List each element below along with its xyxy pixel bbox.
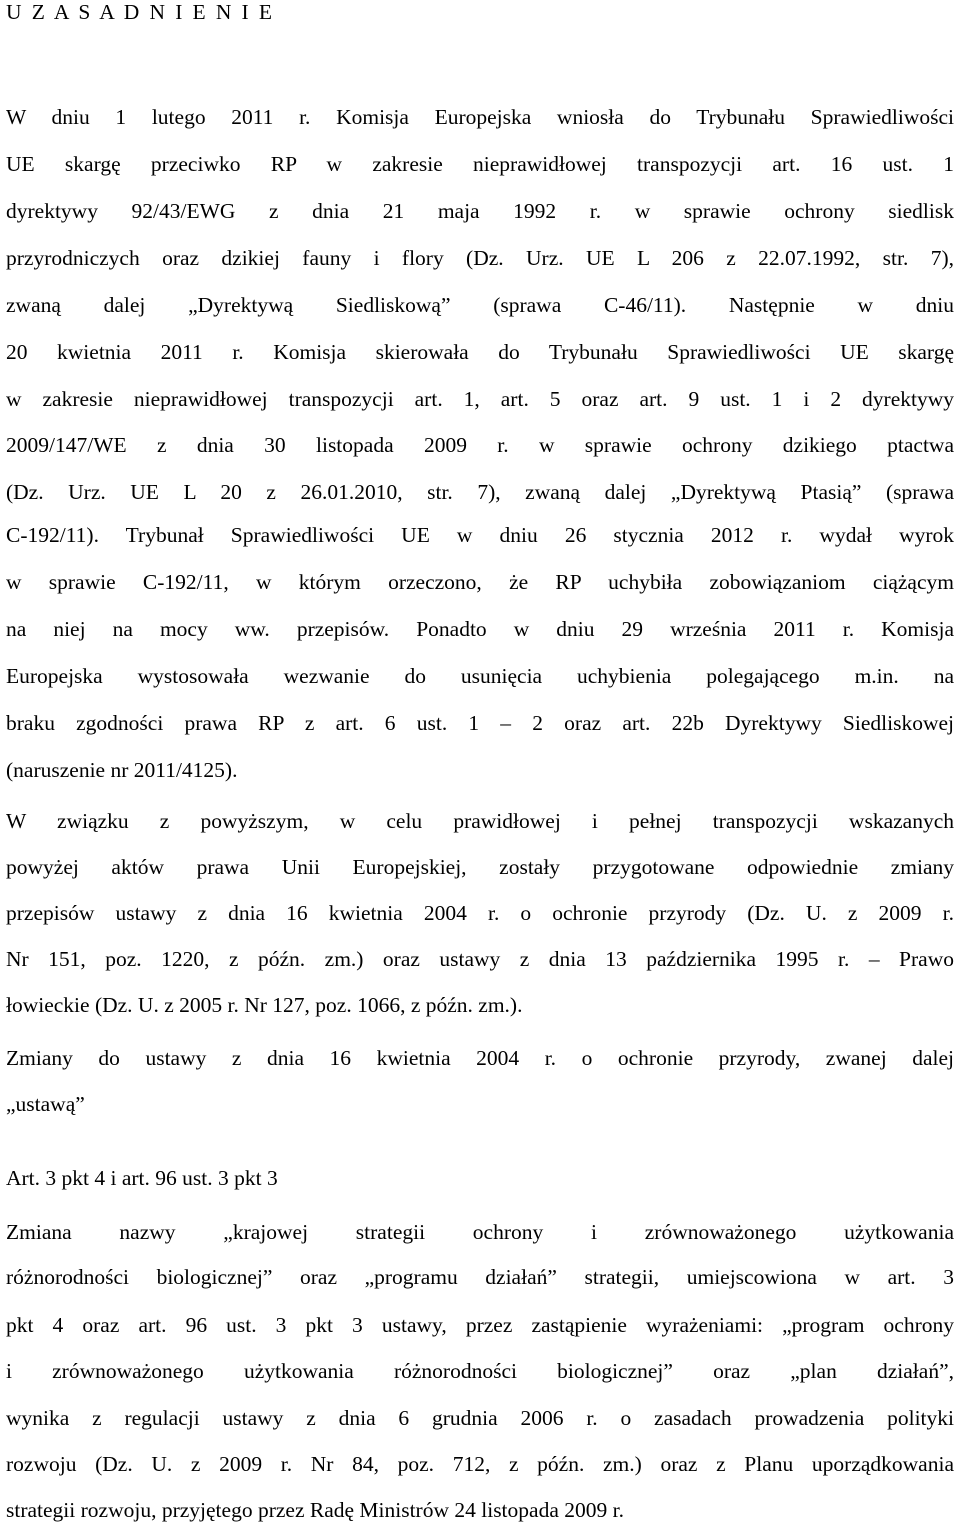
section-reference: Art. 3 pkt 4 i art. 96 ust. 3 pkt 3 — [6, 1166, 278, 1190]
paragraph-line: strategii rozwoju, przyjętego przez Radę Ministrów 24 listopada 2009 r. — [6, 1498, 624, 1522]
paragraph-line: (naruszenie nr 2011/4125). — [6, 758, 238, 782]
paragraph-line: różnorodności biologicznej” oraz „programu działań” strategii, umiejscowiona w art. 3 — [6, 1265, 954, 1289]
paragraph-line: łowieckie (Dz. U. z 2005 r. Nr 127, poz. 1066, z późn. zm.). — [6, 993, 523, 1017]
paragraph-line: pkt 4 oraz art. 96 ust. 3 pkt 3 ustawy, przez zastąpienie wyrażeniami: „program ochrony — [6, 1313, 954, 1337]
paragraph-line: (Dz. Urz. UE L 20 z 26.01.2010, str. 7), zwaną dalej „Dyrektywą Ptasią” (sprawa — [6, 480, 954, 504]
paragraph-line: zwaną dalej „Dyrektywą Siedliskową” (sprawa C-46/11). Następnie w dniu — [6, 293, 954, 317]
paragraph-line: Europejska wystosowała wezwanie do usunięcia uchybienia polegającego m.in. na — [6, 664, 954, 688]
paragraph-line: Zmiany do ustawy z dnia 16 kwietnia 2004 r. o ochronie przyrody, zwanej dalej — [6, 1046, 954, 1070]
paragraph-line: C-192/11). Trybunał Sprawiedliwości UE w dniu 26 stycznia 2012 r. wydał wyrok — [6, 523, 954, 547]
paragraph-line: i zrównoważonego użytkowania różnorodności biologicznej” oraz „plan działań”, — [6, 1359, 954, 1383]
paragraph-line: rozwoju (Dz. U. z 2009 r. Nr 84, poz. 712, z późn. zm.) oraz z Planu uporządkowania — [6, 1452, 954, 1476]
paragraph-line: wynika z regulacji ustawy z dnia 6 grudnia 2006 r. o zasadach prowadzenia polityki — [6, 1406, 954, 1430]
paragraph-line: 2009/147/WE z dnia 30 listopada 2009 r. w sprawie ochrony dzikiego ptactwa — [6, 433, 954, 457]
paragraph-line: Nr 151, poz. 1220, z późn. zm.) oraz ustawy z dnia 13 października 1995 r. – Prawo — [6, 947, 954, 971]
document-heading: U Z A S A D N I E N I E — [6, 0, 275, 24]
paragraph-line: w zakresie nieprawidłowej transpozycji art. 1, art. 5 oraz art. 9 ust. 1 i 2 dyrektywy — [6, 387, 954, 411]
paragraph-line: przepisów ustawy z dnia 16 kwietnia 2004 r. o ochronie przyrody (Dz. U. z 2009 r. — [6, 901, 954, 925]
paragraph-line: „ustawą” — [6, 1092, 85, 1116]
paragraph-line: Zmiana nazwy „krajowej strategii ochrony i zrównoważonego użytkowania — [6, 1220, 954, 1244]
paragraph-line: na niej na mocy ww. przepisów. Ponadto w dniu 29 września 2011 r. Komisja — [6, 617, 954, 641]
paragraph-line: powyżej aktów prawa Unii Europejskiej, zostały przygotowane odpowiednie zmiany — [6, 855, 954, 879]
paragraph-line: dyrektywy 92/43/EWG z dnia 21 maja 1992 r. w sprawie ochrony siedlisk — [6, 199, 954, 223]
paragraph-line: W dniu 1 lutego 2011 r. Komisja Europejska wniosła do Trybunału Sprawiedliwości — [6, 105, 954, 129]
paragraph-line: 20 kwietnia 2011 r. Komisja skierowała do Trybunału Sprawiedliwości UE skargę — [6, 340, 954, 364]
paragraph-line: przyrodniczych oraz dzikiej fauny i flory (Dz. Urz. UE L 206 z 22.07.1992, str. 7), — [6, 246, 954, 270]
paragraph-line: W związku z powyższym, w celu prawidłowej i pełnej transpozycji wskazanych — [6, 809, 954, 833]
paragraph-line: UE skargę przeciwko RP w zakresie nieprawidłowej transpozycji art. 16 ust. 1 — [6, 152, 954, 176]
paragraph-line: braku zgodności prawa RP z art. 6 ust. 1 – 2 oraz art. 22b Dyrektywy Siedliskowej — [6, 711, 954, 735]
paragraph-line: w sprawie C-192/11, w którym orzeczono, że RP uchybiła zobowiązaniom ciążącym — [6, 570, 954, 594]
